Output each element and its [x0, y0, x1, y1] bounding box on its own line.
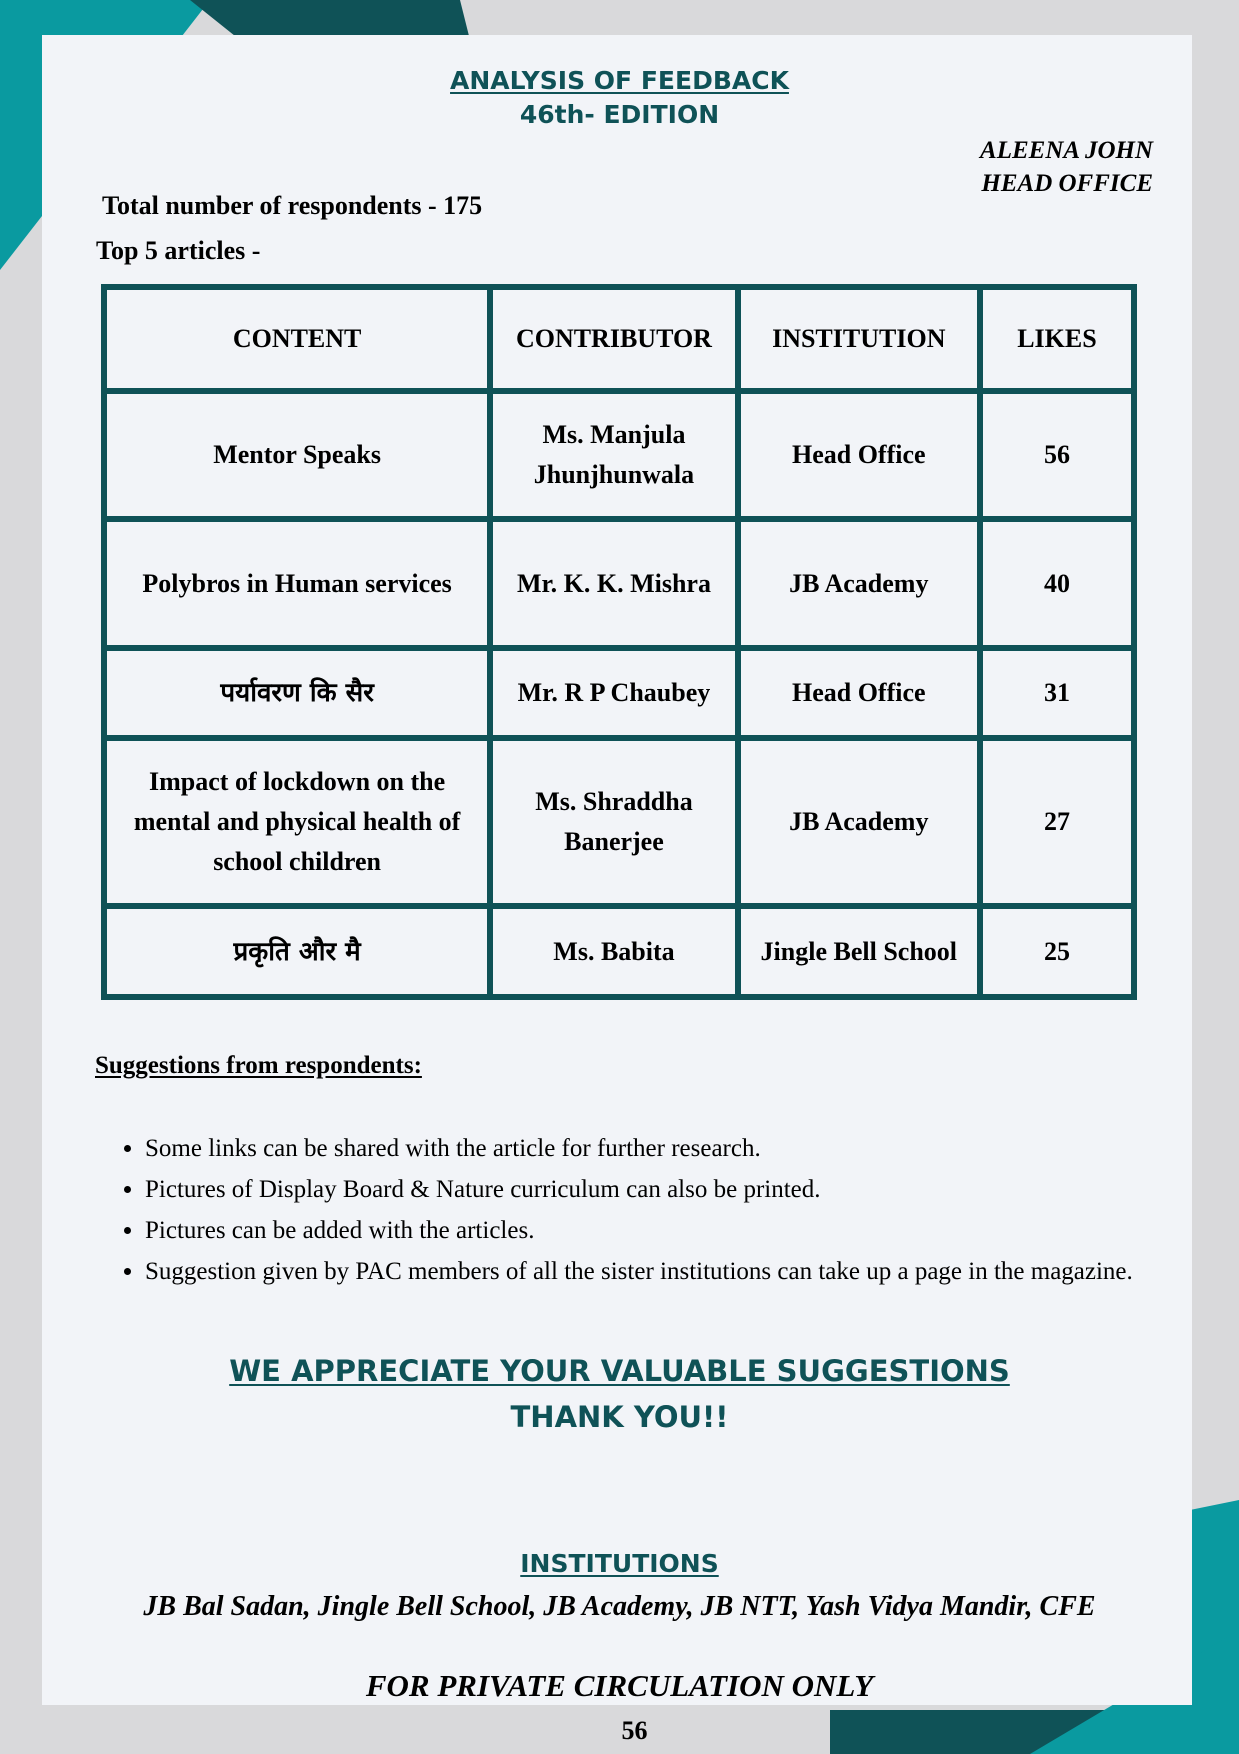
cell-contributor: Ms. Babita — [490, 906, 737, 997]
cell-institution: JB Academy — [738, 738, 980, 906]
cell-institution: JB Academy — [738, 519, 980, 648]
column-header-content: CONTENT — [104, 287, 490, 391]
list-item: • Suggestion given by PAC members of all the sister institutions can take up a page in the magazine. — [145, 1251, 1190, 1292]
list-item: • Pictures of Display Board & Nature curriculum can also be printed. — [145, 1169, 1190, 1210]
table-header-row — [104, 287, 1134, 391]
author-name: ALEENA JOHN — [980, 137, 1153, 164]
page-number: 56 — [621, 1716, 648, 1745]
cell-likes: 25 — [980, 906, 1134, 997]
cell-content: Polybros in Human services — [104, 519, 490, 648]
cell-likes: 56 — [980, 391, 1134, 519]
table-row — [104, 519, 1134, 648]
appreciation-line: WE APPRECIATE YOUR VALUABLE SUGGESTIONS — [229, 1354, 1010, 1388]
author-office: HEAD OFFICE — [981, 170, 1153, 197]
list-item: • Some links can be shared with the article for further research. — [145, 1128, 1190, 1169]
cell-content: प्रकृति और मै — [104, 906, 490, 997]
cell-contributor: Ms. Shraddha Banerjee — [490, 738, 737, 906]
table-row — [104, 648, 1134, 738]
cell-institution: Head Office — [738, 648, 980, 738]
top-articles-table — [101, 284, 1137, 1000]
top-articles-label: Top 5 articles - — [96, 236, 261, 265]
page-title: ANALYSIS OF FEEDBACK — [450, 66, 789, 95]
column-header-institution: INSTITUTION — [738, 287, 980, 391]
table-row — [104, 906, 1134, 997]
author-block — [980, 134, 1153, 200]
institutions-heading: INSTITUTIONS — [520, 1549, 719, 1578]
table-row — [104, 738, 1134, 906]
cell-institution: Head Office — [738, 391, 980, 519]
respondents-count: Total number of respondents - 175 — [102, 191, 483, 220]
cell-content: Impact of lockdown on the mental and physical health of school children — [104, 738, 490, 906]
institutions-list: JB Bal Sadan, Jingle Bell School, JB Academy, JB NTT, Yash Vidya Mandir, CFE — [143, 1591, 1096, 1622]
cell-institution: Jingle Bell School — [738, 906, 980, 997]
cell-likes: 27 — [980, 738, 1134, 906]
cell-contributor: Mr. K. K. Mishra — [490, 519, 737, 648]
table-row — [104, 391, 1134, 519]
private-circulation-note: FOR PRIVATE CIRCULATION ONLY — [365, 1668, 874, 1703]
column-header-contributor: CONTRIBUTOR — [490, 287, 737, 391]
cell-contributor: Mr. R P Chaubey — [490, 648, 737, 738]
cell-contributor: Ms. Manjula Jhunjhunwala — [490, 391, 737, 519]
cell-likes: 40 — [980, 519, 1134, 648]
column-header-likes: LIKES — [980, 287, 1134, 391]
cell-content: Mentor Speaks — [104, 391, 490, 519]
suggestions-list — [104, 1128, 1190, 1292]
suggestions-title: Suggestions from respondents: — [95, 1052, 422, 1079]
cell-content: पर्यावरण कि सैर — [104, 648, 490, 738]
thank-you-line: THANK YOU!! — [510, 1400, 729, 1434]
cell-likes: 31 — [980, 648, 1134, 738]
edition-label: 46th- EDITION — [519, 100, 720, 129]
list-item: • Pictures can be added with the articles. — [145, 1210, 1190, 1251]
